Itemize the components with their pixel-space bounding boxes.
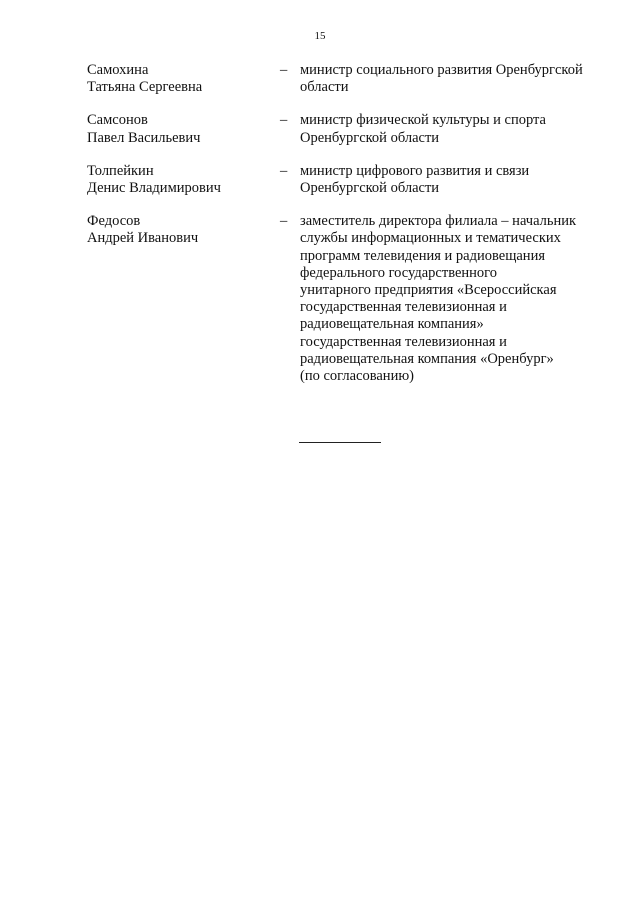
member-entry xyxy=(87,213,597,385)
member-entry xyxy=(87,112,597,146)
member-position: министр физической культуры и спорта Оренбургской области xyxy=(300,112,546,146)
member-position: министр социального развития Оренбургской области xyxy=(300,62,583,96)
member-name xyxy=(87,163,280,197)
member-given-names: Денис Владимирович xyxy=(87,180,221,197)
entry-dash: – xyxy=(280,162,288,179)
member-surname: Самохина xyxy=(87,62,149,78)
member-surname: Самсонов xyxy=(87,112,148,129)
entry-dash: – xyxy=(280,62,288,78)
page-number: 15 xyxy=(314,30,326,42)
member-given-names: Павел Васильевич xyxy=(87,129,201,146)
member-given-names: Андрей Иванович xyxy=(87,230,199,247)
member-entry xyxy=(87,163,597,197)
entry-dash: – xyxy=(280,112,288,129)
member-given-names: Татьяна Сергеевна xyxy=(87,79,203,96)
member-entry xyxy=(87,62,597,96)
member-surname: Федосов xyxy=(87,213,141,230)
member-list xyxy=(87,62,597,401)
entry-dash: – xyxy=(280,213,288,230)
member-name xyxy=(87,112,280,146)
member-position: министр цифрового развития и связи Оренбургской области xyxy=(300,162,530,197)
end-of-list-rule xyxy=(299,442,381,443)
member-name xyxy=(87,213,280,247)
member-surname: Толпейкин xyxy=(87,162,154,179)
member-position: заместитель директора филиала – начальник службы информационных и тематических программ телевидения и радиовещания федерального государственного унитарного предприятия «Всероссийская государственная телевизионная и радиовещательная компания» государственная телевизионная и радиовещательная компания «Оренбург» (по согласованию) xyxy=(300,213,577,385)
member-name xyxy=(87,62,280,96)
